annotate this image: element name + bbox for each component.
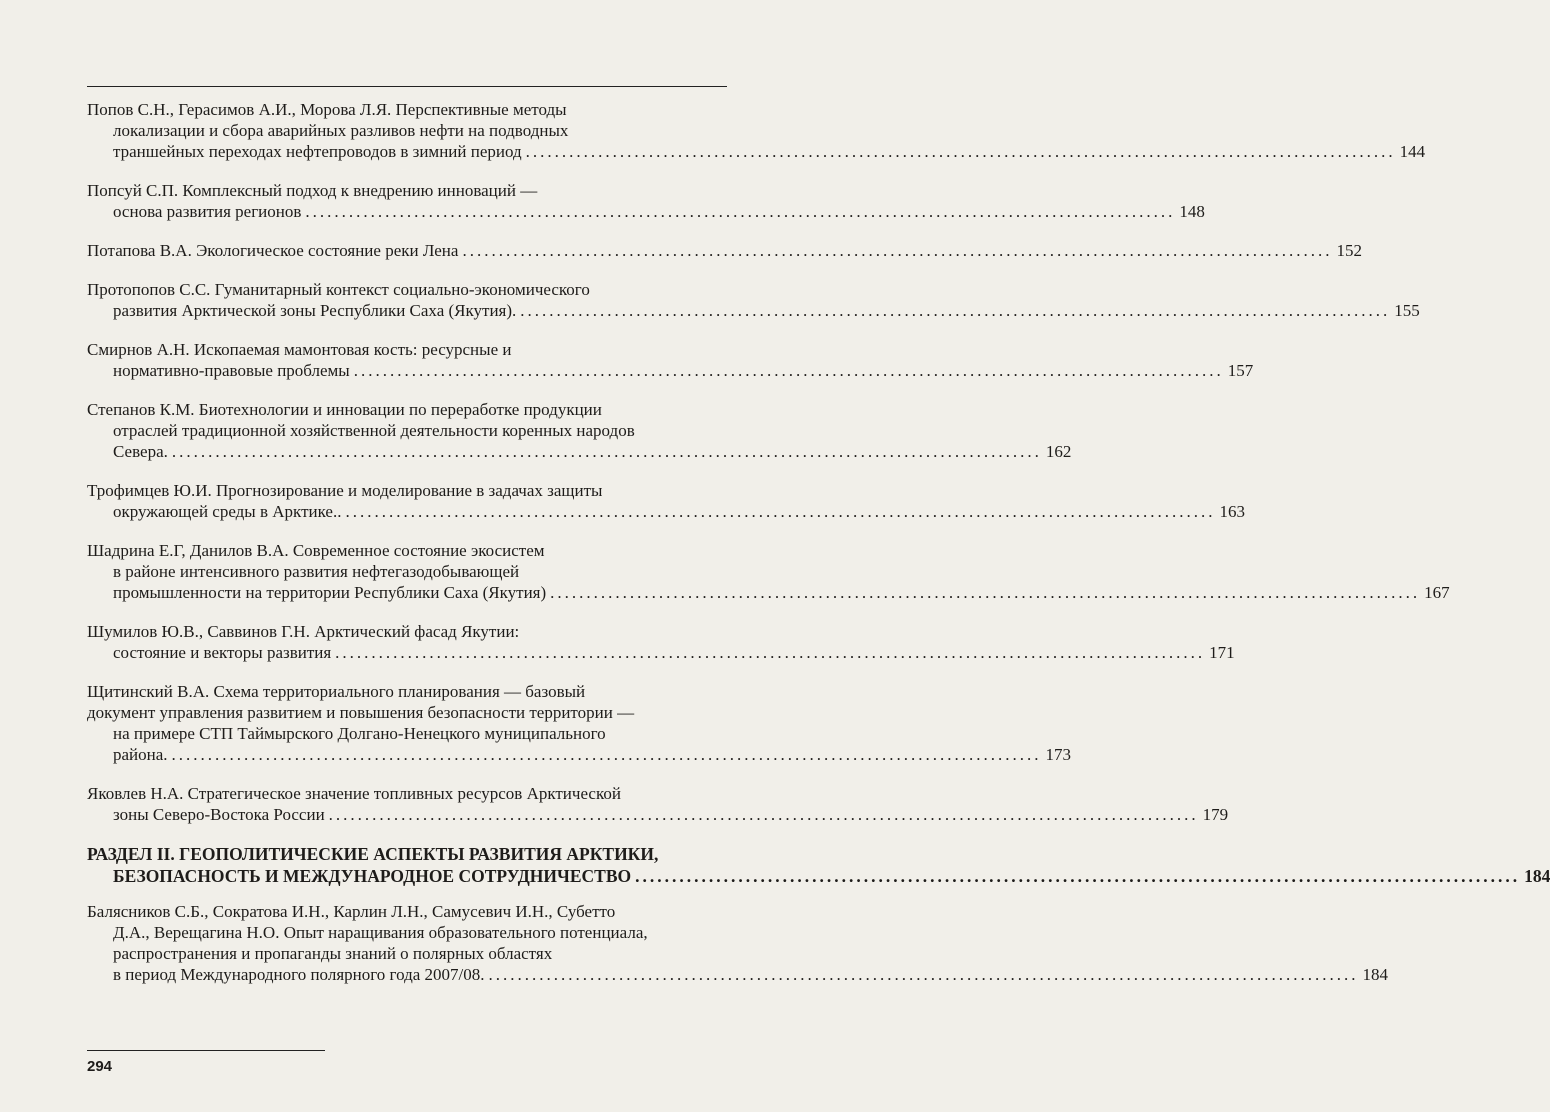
toc-entry-text: района. <box>113 745 168 764</box>
toc-entry-page: 144 <box>1399 142 1426 161</box>
dot-leader: ........................................................................................................................ <box>353 361 1224 380</box>
toc-entry-last-line <box>87 804 1229 825</box>
toc-entry-page: 152 <box>1336 241 1362 260</box>
dot-leader: ........................................................................................................................ <box>550 583 1421 602</box>
dot-leader: ........................................................................................................................ <box>305 202 1176 221</box>
toc-entry-line: Трофимцев Ю.И. Прогнозирование и моделирование в задачах защиты <box>87 481 603 500</box>
toc-entry-last-line <box>87 964 1389 985</box>
toc-entry-line: Попсуй С.П. Комплексный подход к внедрению инноваций — <box>87 181 538 200</box>
toc-entry-last-line <box>87 582 1450 603</box>
toc-entry-text: развития Арктической зоны Республики Саха (Якутия). <box>113 301 517 320</box>
page-number: 294 <box>87 1058 113 1075</box>
toc-entry <box>87 99 1426 162</box>
section-title-text: БЕЗОПАСНОСТЬ И МЕЖДУНАРОДНОЕ СОТРУДНИЧЕСТВО <box>113 866 632 886</box>
toc-entry-text: Севера. <box>113 442 168 461</box>
toc-entry-page: 179 <box>1202 805 1229 824</box>
dot-leader: ........................................................................................................................ <box>335 643 1206 662</box>
toc-entry-page: 157 <box>1227 361 1254 380</box>
toc-entry-text: промышленности на территории Республики Саха (Якутия) <box>113 583 547 602</box>
toc-entry-text: траншейных переходах нефтепроводов в зимний период <box>113 142 522 161</box>
toc-entry-line: Шадрина Е.Г, Данилов В.А. Современное состояние экосистем <box>87 541 545 560</box>
section-page-number: 184 <box>1524 866 1550 886</box>
toc-entry-text: окружающей среды в Арктике.. <box>113 502 342 521</box>
toc-entry <box>87 621 1235 663</box>
toc-entry-last-line <box>87 501 1245 522</box>
toc-entry <box>87 399 1072 462</box>
section-heading <box>87 843 1550 887</box>
header-rule <box>87 86 727 87</box>
toc-entry-page: 184 <box>1362 965 1389 984</box>
toc-entry-last-line <box>87 240 1362 261</box>
dot-leader: ........................................................................................................................ <box>171 442 1042 461</box>
toc-entry-page: 171 <box>1209 643 1235 662</box>
toc-entry-line: Шумилов Ю.В., Саввинов Г.Н. Арктический фасад Якутии: <box>87 622 520 641</box>
footer-rule <box>87 1050 325 1051</box>
dot-leader: ........................................................................................................................ <box>488 965 1359 984</box>
toc-entry-text: Потапова В.А. Экологическое состояние реки Лена <box>87 241 459 260</box>
toc-entries-after-section <box>87 901 1389 985</box>
toc-entry-last-line <box>87 642 1235 663</box>
toc-entry-page: 162 <box>1045 442 1072 461</box>
toc-entry-line: Балясников С.Б., Сократова И.Н., Карлин Л.Н., Самусевич И.Н., Субетто <box>87 902 616 921</box>
dot-leader: ........................................................................................................................ <box>171 745 1042 764</box>
toc-entry-text: основа развития регионов <box>113 202 302 221</box>
dot-leader: ........................................................................................................................ <box>525 142 1396 161</box>
toc-entry-page: 155 <box>1394 301 1420 320</box>
toc-entry <box>87 681 1072 765</box>
toc-entry-text: в период Международного полярного года 2007/08. <box>113 965 485 984</box>
toc-entry-text: состояние и векторы развития <box>113 643 332 662</box>
toc-entry-line: отраслей традиционной хозяйственной деятельности коренных народов <box>113 421 635 440</box>
toc-entry <box>87 180 1205 222</box>
toc-entry <box>87 540 1450 603</box>
dot-leader: ........................................................................................................................ <box>635 866 1521 886</box>
section-title-last-line <box>87 865 1550 887</box>
toc-entry-last-line <box>87 300 1420 321</box>
toc-entry <box>87 480 1245 522</box>
toc-entry-line: Д.А., Верещагина Н.О. Опыт наращивания образовательного потенциала, <box>113 923 648 942</box>
toc-entry-line: Смирнов А.Н. Ископаемая мамонтовая кость: ресурсные и <box>87 340 512 359</box>
toc-entry-last-line <box>87 360 1254 381</box>
toc-entry-last-line <box>87 441 1072 462</box>
toc-entry <box>87 279 1420 321</box>
toc-entry-line: локализации и сбора аварийных разливов нефти на подводных <box>113 121 569 140</box>
toc-entry-line: Протопопов С.С. Гуманитарный контекст социально-экономического <box>87 280 590 299</box>
toc-entry-page: 163 <box>1219 502 1245 521</box>
toc-entry-line: Яковлев Н.А. Стратегическое значение топливных ресурсов Арктической <box>87 784 621 803</box>
dot-leader: ........................................................................................................................ <box>520 301 1391 320</box>
toc-entry-line: в районе интенсивного развития нефтегазодобывающей <box>113 562 520 581</box>
table-of-contents <box>87 99 1550 1003</box>
toc-entry <box>87 783 1229 825</box>
toc-entry-line: Щитинский В.А. Схема территориального планирования — базовый <box>87 682 586 701</box>
toc-entry <box>87 901 1389 985</box>
dot-leader: ........................................................................................................................ <box>462 241 1333 260</box>
toc-entry-line: Степанов К.М. Биотехнологии и инновации по переработке продукции <box>87 400 602 419</box>
toc-entry-page: 148 <box>1179 202 1205 221</box>
toc-entry <box>87 240 1362 261</box>
toc-entry <box>87 339 1254 381</box>
dot-leader: ........................................................................................................................ <box>345 502 1216 521</box>
toc-entry-last-line <box>87 744 1072 765</box>
section-title-line: РАЗДЕЛ II. ГЕОПОЛИТИЧЕСКИЕ АСПЕКТЫ РАЗВИТИЯ АРКТИКИ, <box>87 844 659 864</box>
toc-entry-page: 167 <box>1424 583 1450 602</box>
toc-entry-line: документ управления развитием и повышения безопасности территории — <box>87 703 635 722</box>
toc-entry-last-line <box>87 201 1205 222</box>
toc-entry-text: зоны Северо-Востока России <box>113 805 325 824</box>
toc-entry-page: 173 <box>1045 745 1072 764</box>
toc-entry-text: нормативно-правовые проблемы <box>113 361 350 380</box>
toc-entries <box>87 99 1450 825</box>
toc-entry-line: на примере СТП Таймырского Долгано-Ненецкого муниципального <box>113 724 606 743</box>
toc-entry-line: Попов С.Н., Герасимов А.И., Морова Л.Я. Перспективные методы <box>87 100 567 119</box>
toc-entry-last-line <box>87 141 1426 162</box>
toc-entry-line: распространения и пропаганды знаний о полярных областях <box>113 944 553 963</box>
dot-leader: ........................................................................................................................ <box>328 805 1199 824</box>
